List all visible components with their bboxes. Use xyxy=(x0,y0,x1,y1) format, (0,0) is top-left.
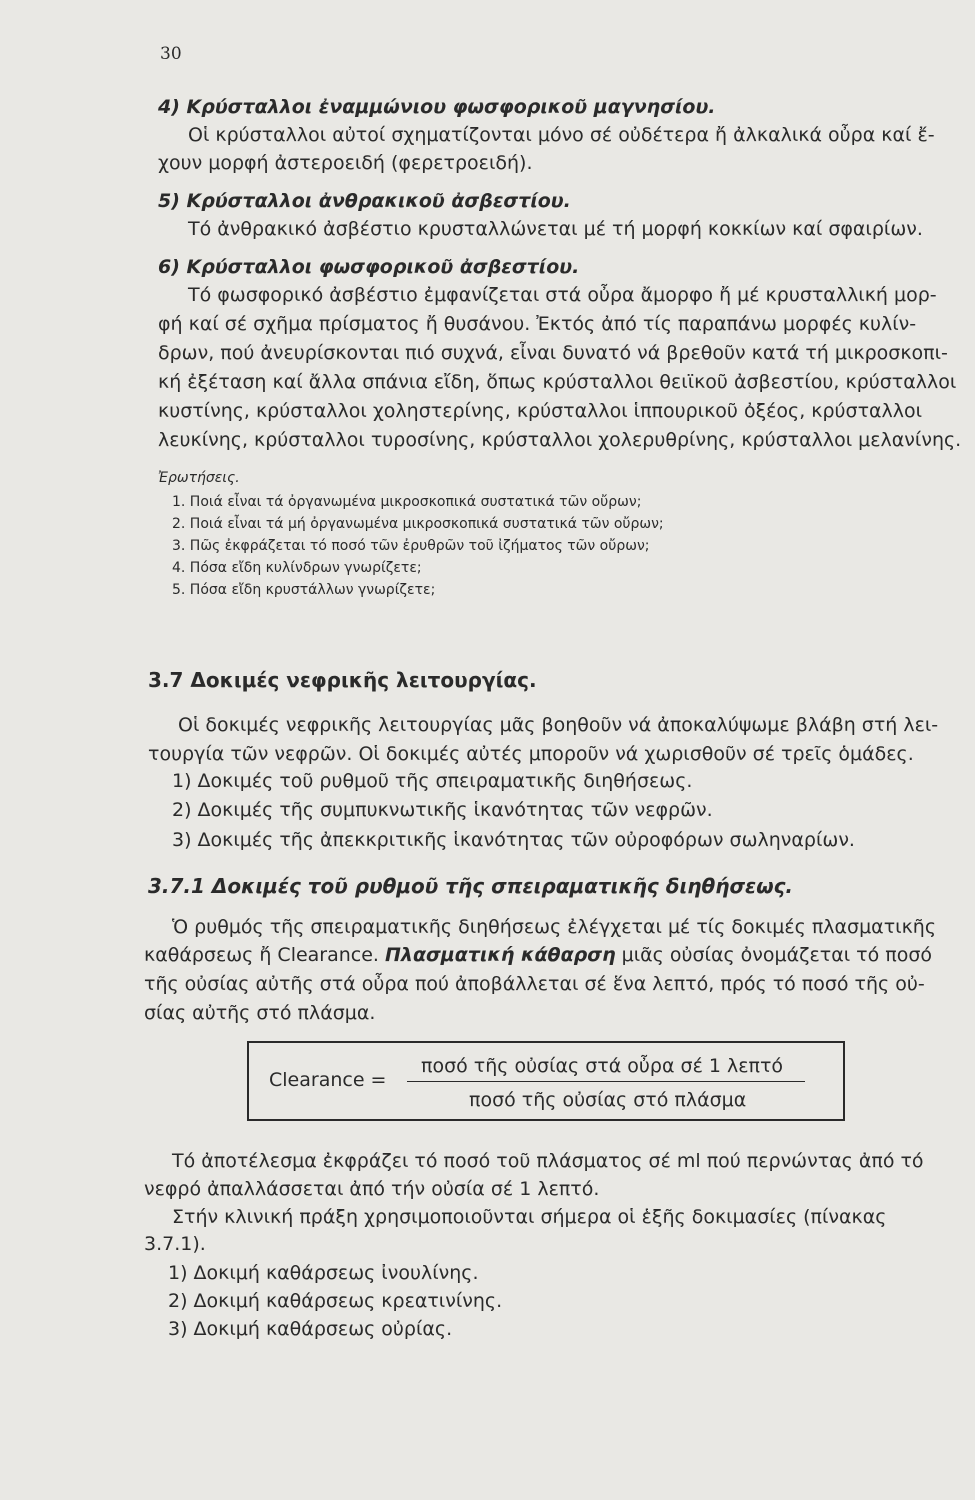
section-3-7-1-line: σίας αὐτῆς στό πλάσμα. xyxy=(144,1002,376,1024)
question-item: 4. Πόσα εἴδη κυλίνδρων γνωρίζετε; xyxy=(172,560,422,576)
section-3-7-line: Οἱ δοκιμές νεφρικῆς λειτουργίας μᾶς βοηθοῦν νά ἀποκαλύψωμε βλάβη στή λει- xyxy=(178,714,939,736)
section-5-title: 5) Κρύσταλλοι ἀνθρακικοῦ ἀσβεστίου. xyxy=(158,190,571,212)
section-6-line: κή ἐξέταση καί ἄλλα σπάνια εἴδη, ὅπως κρύσταλλοι θειϊκοῦ ἀσβεστίου, κρύσταλλοι xyxy=(158,371,957,393)
question-item: 1. Ποιά εἶναι τά ὀργανωμένα μικροσκοπικά συστατικά τῶν οὔρων; xyxy=(172,494,642,510)
result-line: Τό ἀποτέλεσμα ἐκφράζει τό ποσό τοῦ πλάσματος σέ ml πού περνώντας ἀπό τό xyxy=(172,1150,924,1172)
question-item: 3. Πῶς ἐκφράζεται τό ποσό τῶν ἐρυθρῶν τοῦ ἰζήματος τῶν οὔρων; xyxy=(172,538,650,554)
clearance-definition-term: Πλασματική κάθαρση xyxy=(385,944,616,966)
section-3-7-list-item: 1) Δοκιμές τοῦ ρυθμοῦ τῆς σπειραματικῆς διηθήσεως. xyxy=(172,770,693,792)
formula-fraction-bar xyxy=(407,1081,805,1082)
questions-heading: Ἐρωτήσεις. xyxy=(158,470,240,486)
page-number: 30 xyxy=(160,44,182,64)
section-3-7-1-title: 3.7.1 Δοκιμές τοῦ ρυθμοῦ τῆς σπειραματικῆς διηθήσεως. xyxy=(148,874,794,898)
section-3-7-title: 3.7 Δοκιμές νεφρικῆς λειτουργίας. xyxy=(148,668,537,692)
section-4-line: χουν μορφή ἀστεροειδή (φερετροειδή). xyxy=(158,152,533,174)
section-4-line: Οἱ κρύσταλλοι αὐτοί σχηματίζονται μόνο σέ οὐδέτερα ἤ ἀλκαλικά οὖρα καί ἔ- xyxy=(188,124,935,146)
result-line: 3.7.1). xyxy=(144,1233,206,1255)
test-list-item: 3) Δοκιμή καθάρσεως οὐρίας. xyxy=(168,1318,453,1340)
section-6-line: κυστίνης, κρύσταλλοι χοληστερίνης, κρύσταλλοι ἱππουρικοῦ ὀξέος, κρύσταλλοι xyxy=(158,400,923,422)
section-6-line: λευκίνης, κρύσταλλοι τυροσίνης, κρύσταλλοι χολερυθρίνης, κρύσταλλοι μελανίνης. xyxy=(158,429,962,451)
section-6-line: Τό φωσφορικό ἀσβέστιο ἐμφανίζεται στά οὖρα ἄμορφο ἤ μέ κρυσταλλική μορ- xyxy=(188,284,937,306)
question-item: 2. Ποιά εἶναι τά μή ὀργανωμένα μικροσκοπικά συστατικά τῶν οὔρων; xyxy=(172,516,664,532)
section-6-line: φή καί σέ σχῆμα πρίσματος ἤ θυσάνου. Ἐκτός ἀπό τίς παραπάνω μορφές κυλίν- xyxy=(158,313,917,335)
section-4-title: 4) Κρύσταλλοι ἐναμμώνιου φωσφορικοῦ μαγνησίου. xyxy=(158,96,716,118)
section-3-7-1-line: Ὁ ρυθμός τῆς σπειραματικῆς διηθήσεως ἐλέγχεται μέ τίς δοκιμές πλασματικῆς xyxy=(172,916,936,938)
test-list-item: 2) Δοκιμή καθάρσεως κρεατινίνης. xyxy=(168,1290,503,1312)
section-6-line: δρων, πού ἀνευρίσκονται πιό συχνά, εἶναι δυνατό νά βρεθοῦν κατά τή μικροσκοπι- xyxy=(158,342,948,364)
section-3-7-1-line-part: μιᾶς οὐσίας ὀνομάζεται τό ποσό xyxy=(615,944,933,966)
section-3-7-list-item: 2) Δοκιμές τῆς συμπυκνωτικῆς ἱκανότητας τῶν νεφρῶν. xyxy=(172,799,713,821)
section-5-line: Τό ἀνθρακικό ἀσβέστιο κρυσταλλώνεται μέ τή μορφή κοκκίων καί σφαιρίων. xyxy=(188,218,923,240)
section-6-title: 6) Κρύσταλλοι φωσφορικοῦ ἀσβεστίου. xyxy=(158,256,580,278)
result-line: νεφρό ἀπαλλάσσεται ἀπό τήν οὐσία σέ 1 λεπτό. xyxy=(144,1178,600,1200)
test-list-item: 1) Δοκιμή καθάρσεως ἰνουλίνης. xyxy=(168,1262,479,1284)
question-item: 5. Πόσα εἴδη κρυστάλλων γνωρίζετε; xyxy=(172,582,436,598)
formula-denominator: ποσό τῆς οὐσίας στό πλάσμα xyxy=(469,1089,747,1111)
formula-label: Clearance = xyxy=(269,1069,387,1091)
section-3-7-1-line: τῆς οὐσίας αὐτῆς στά οὖρα πού ἀποβάλλεται σέ ἕνα λεπτό, πρός τό ποσό τῆς οὐ- xyxy=(144,973,925,995)
section-3-7-line: τουργία τῶν νεφρῶν. Οἱ δοκιμές αὐτές μποροῦν νά χωρισθοῦν σέ τρεῖς ὁμάδες. xyxy=(148,743,914,765)
section-3-7-list-item: 3) Δοκιμές τῆς ἀπεκκριτικῆς ἱκανότητας τῶν οὐροφόρων σωληναρίων. xyxy=(172,829,855,851)
result-line: Στήν κλινική πράξη χρησιμοποιοῦνται σήμερα οἱ ἑξῆς δοκιμασίες (πίνακας xyxy=(172,1206,887,1228)
formula-numerator: ποσό τῆς οὐσίας στά οὖρα σέ 1 λεπτό xyxy=(421,1055,784,1077)
section-3-7-1-line xyxy=(144,944,932,966)
section-3-7-1-line-part: καθάρσεως ἤ Clearance. xyxy=(144,944,386,966)
clearance-formula-box xyxy=(247,1041,845,1121)
